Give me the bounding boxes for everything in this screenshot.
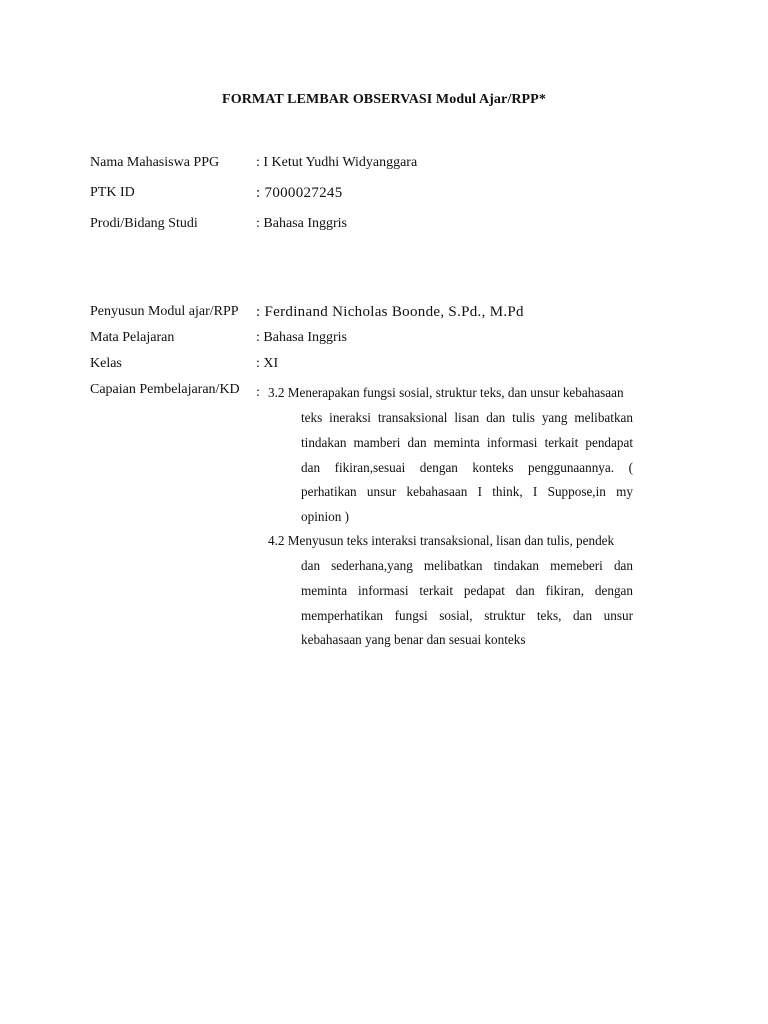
kelas-label: Kelas xyxy=(90,356,122,371)
nama-mahasiswa-label: Nama Mahasiswa PPG xyxy=(90,155,220,170)
kd-3-2-line: opinion ) xyxy=(301,509,349,525)
ptk-id-label: PTK ID xyxy=(90,185,135,200)
kd-4-2-line: memperhatikan fungsi sosial, struktur teks, dan unsur xyxy=(301,607,633,623)
capaian-colon: : xyxy=(256,385,260,400)
prodi-label: Prodi/Bidang Studi xyxy=(90,216,198,231)
kd-4-2-body xyxy=(301,554,633,653)
kd-4-2-line: dan sederhana,yang melibatkan tindakan memeberi dan xyxy=(301,558,633,573)
kd-4-2-first-line: 4.2 Menyusun teks interaksi transaksional, lisan dan tulis, pendek xyxy=(268,533,615,548)
kd-3-2-body xyxy=(301,406,633,530)
kd-4-2-line: kebahasaan yang benar dan sesuai konteks xyxy=(301,632,526,648)
ptk-id-value: : 7000027245 xyxy=(256,185,343,201)
mata-pelajaran-value: : Bahasa Inggris xyxy=(256,330,347,345)
mata-pelajaran-label: Mata Pelajaran xyxy=(90,330,175,345)
document-title: FORMAT LEMBAR OBSERVASI Modul Ajar/RPP* xyxy=(222,92,546,107)
penyusun-label: Penyusun Modul ajar/RPP xyxy=(90,304,239,319)
kd-3-2-line: teks ineraksi transaksional lisan dan tulis yang melibatkan xyxy=(301,410,633,425)
kd-4-2-line: meminta informasi terkait pedapat dan fikiran, dengan xyxy=(301,582,633,598)
kd-3-2-first-line: 3.2 Menerapakan fungsi sosial, struktur teks, dan unsur kebahasaan xyxy=(268,385,624,400)
kelas-value: : XI xyxy=(256,356,279,371)
kd-3-2-line: dan fikiran,sesuai dengan konteks penggunaannya. ( xyxy=(301,459,633,475)
nama-mahasiswa-value: : I Ketut Yudhi Widyanggara xyxy=(256,155,418,170)
capaian-label: Capaian Pembelajaran/KD xyxy=(90,382,240,397)
kd-3-2-line: perhatikan unsur kebahasaan I think, I Suppose,in my xyxy=(301,484,633,500)
prodi-value: : Bahasa Inggris xyxy=(256,216,347,231)
kd-3-2-line: tindakan mamberi dan meminta informasi terkait pendapat xyxy=(301,434,633,450)
penyusun-value: : Ferdinand Nicholas Boonde, S.Pd., M.Pd xyxy=(256,304,524,320)
